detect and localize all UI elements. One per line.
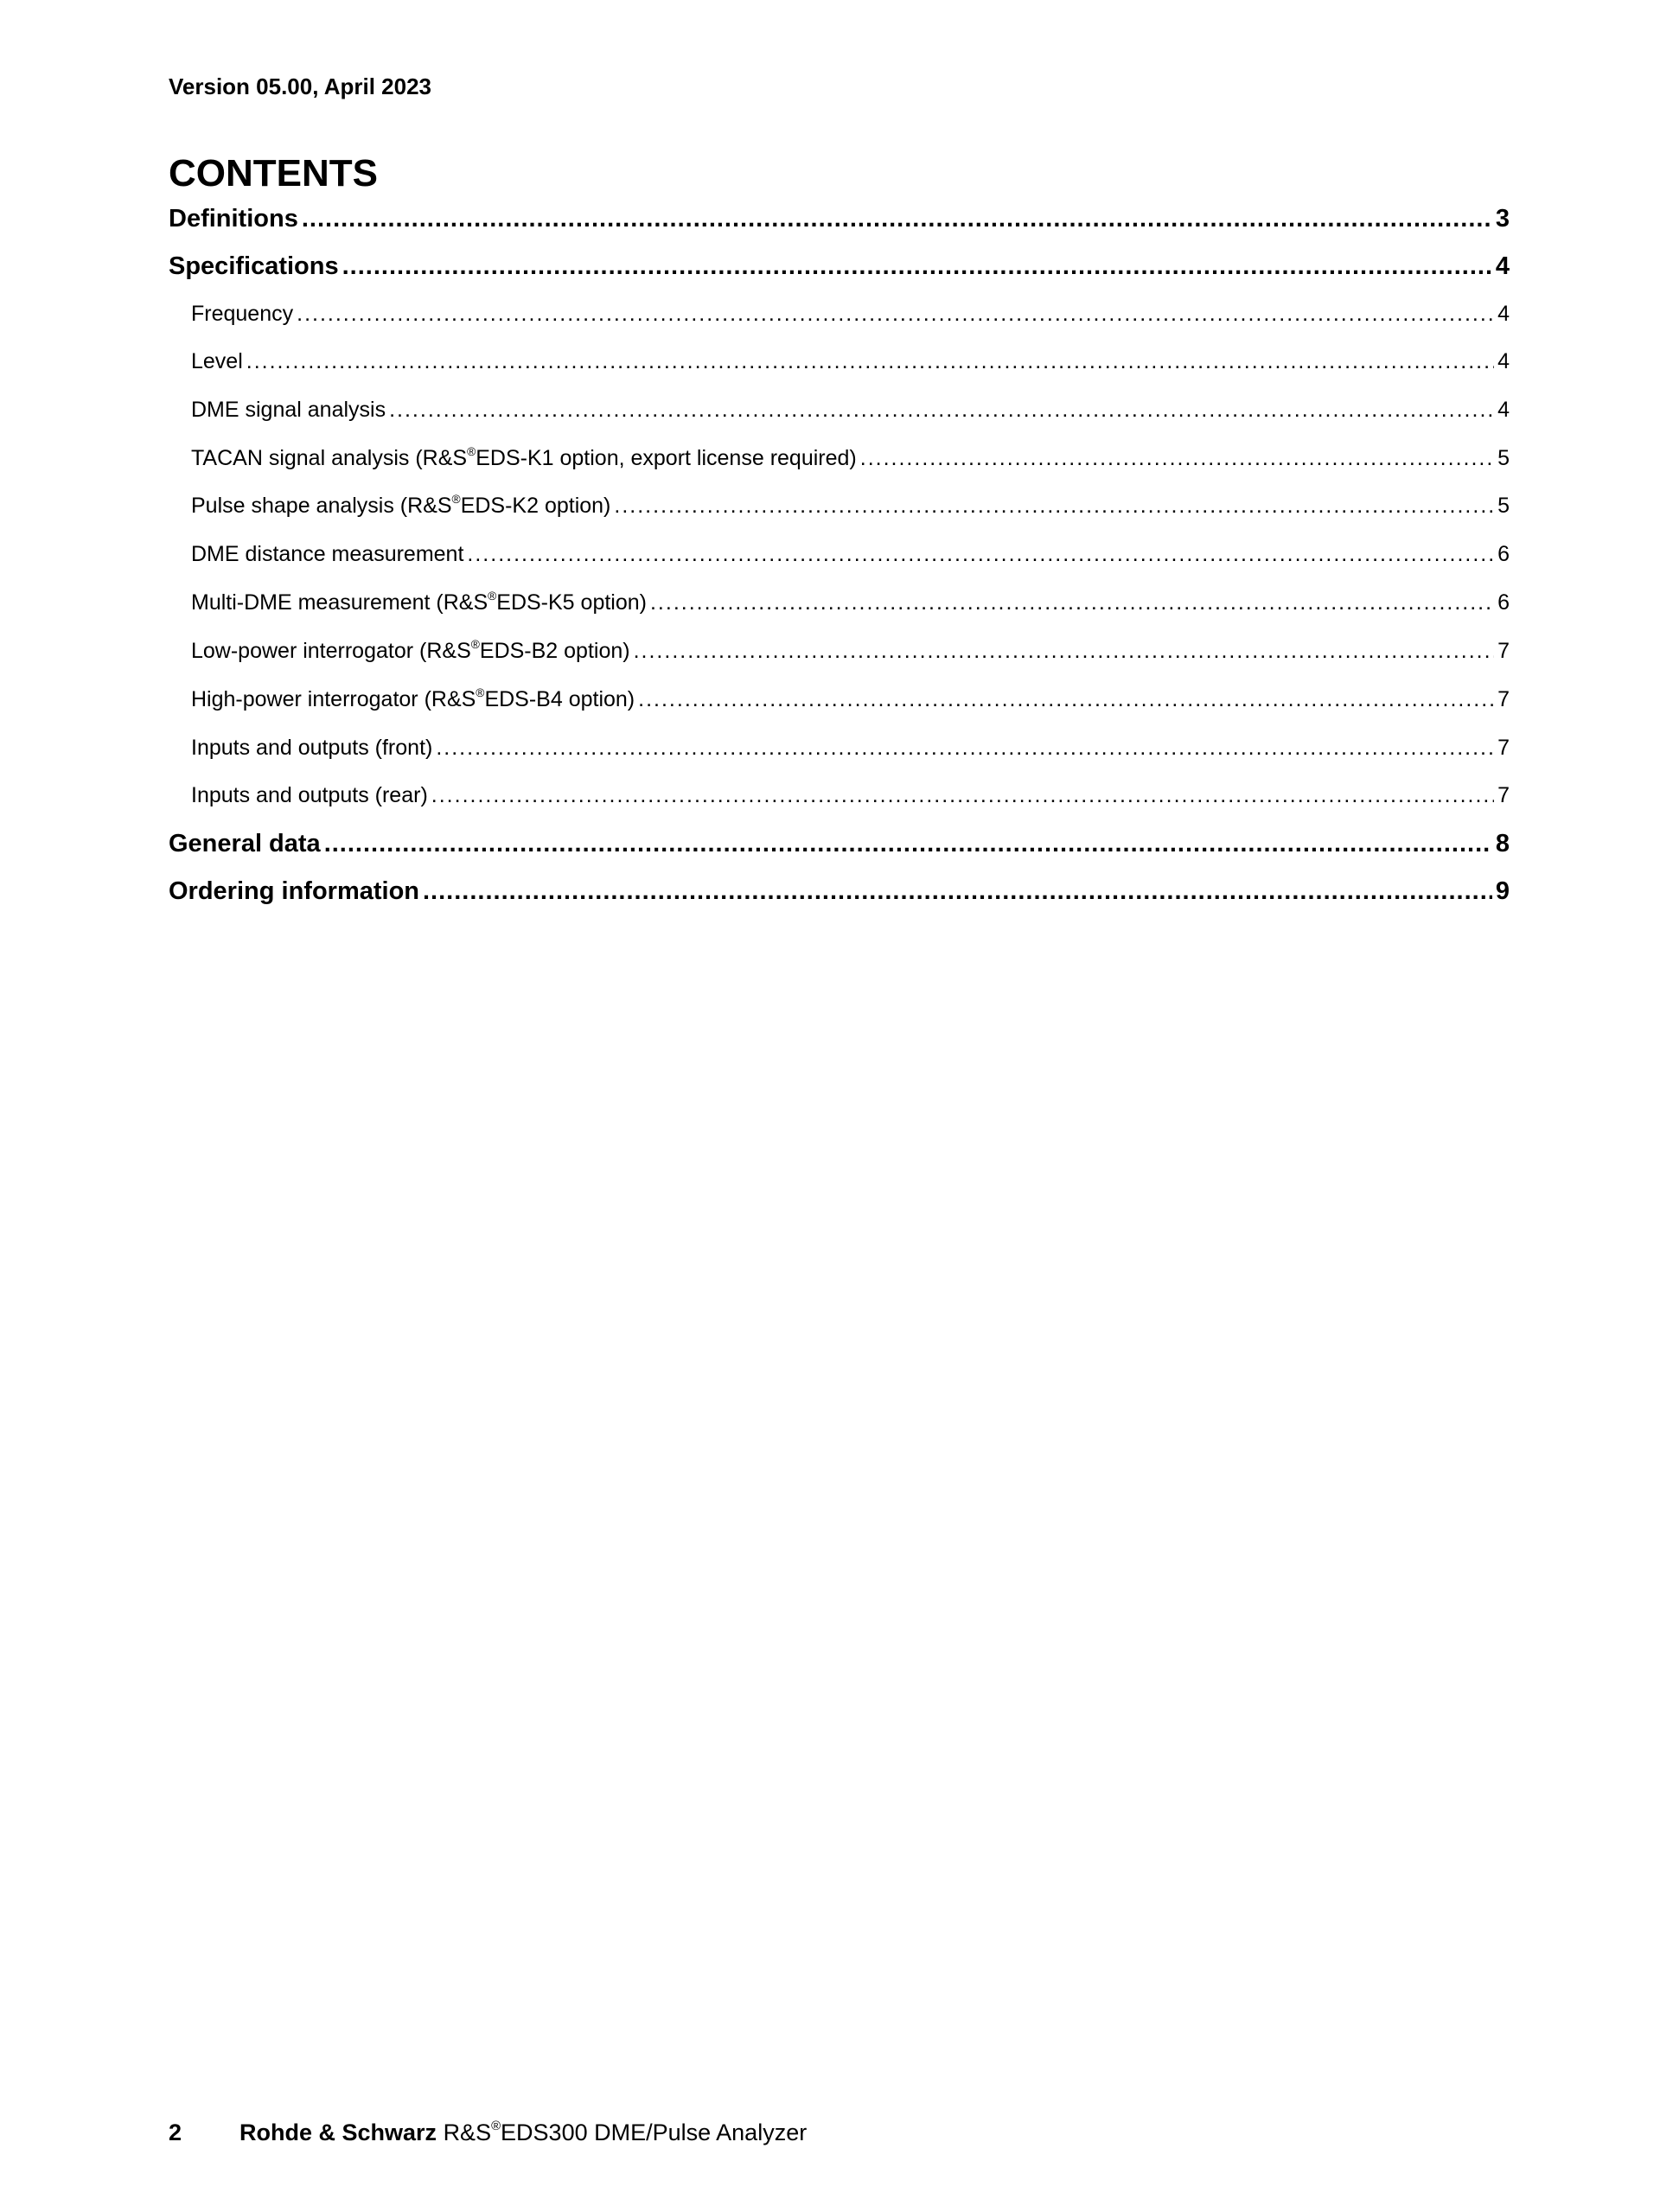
registered-mark: ® bbox=[470, 637, 480, 651]
toc-entry-label: Ordering information bbox=[169, 877, 419, 905]
toc-entry-page: 4 bbox=[1497, 349, 1510, 373]
toc-entry-label: Pulse shape analysis (R&S®EDS-K2 option) bbox=[191, 492, 611, 518]
toc-leader-dots bbox=[302, 201, 1492, 236]
toc-entry-label: TACAN signal analysis (R&S®EDS-K1 option, export license required) bbox=[191, 444, 857, 470]
toc-entry[interactable] bbox=[169, 780, 1510, 811]
toc-entry[interactable] bbox=[169, 635, 1510, 666]
toc-entry[interactable] bbox=[169, 732, 1510, 763]
toc-leader-dots bbox=[389, 394, 1494, 425]
footer-page-number: 2 bbox=[169, 2120, 182, 2145]
toc-leader-dots bbox=[436, 732, 1494, 763]
toc-entry-label: Low-power interrogator (R&S®EDS-B2 option) bbox=[191, 637, 630, 663]
toc-leader-dots bbox=[860, 443, 1494, 474]
toc-entry[interactable] bbox=[169, 249, 1510, 284]
toc-leader-dots bbox=[297, 298, 1494, 329]
toc-entry-page: 5 bbox=[1497, 446, 1510, 470]
toc-entry-label: DME distance measurement bbox=[191, 542, 464, 566]
toc-leader-dots bbox=[324, 826, 1492, 861]
toc-entry-page: 7 bbox=[1497, 687, 1510, 711]
version-info: Version 05.00, April 2023 bbox=[169, 73, 431, 99]
toc-entry-page: 5 bbox=[1497, 494, 1510, 518]
footer-product-name: EDS300 DME/Pulse Analyzer bbox=[501, 2120, 808, 2145]
registered-mark: ® bbox=[491, 2119, 501, 2133]
toc-entry-label: Level bbox=[191, 349, 243, 373]
toc-entry[interactable] bbox=[169, 346, 1510, 377]
toc-entry[interactable] bbox=[169, 490, 1510, 521]
registered-mark: ® bbox=[451, 492, 461, 506]
toc-entry[interactable] bbox=[169, 201, 1510, 236]
registered-mark: ® bbox=[476, 685, 485, 699]
toc-entry-label: High-power interrogator (R&S®EDS-B4 option) bbox=[191, 685, 635, 711]
footer-company: Rohde & Schwarz bbox=[239, 2120, 437, 2145]
toc-leader-dots bbox=[431, 780, 1494, 811]
footer-product-prefix: R&S bbox=[443, 2120, 492, 2145]
toc-entry[interactable] bbox=[169, 826, 1510, 861]
toc-entry-page: 6 bbox=[1497, 590, 1510, 615]
toc-entry[interactable] bbox=[169, 587, 1510, 618]
toc-leader-dots bbox=[423, 874, 1492, 908]
toc-entry-page: 7 bbox=[1497, 639, 1510, 663]
toc-leader-dots bbox=[650, 587, 1494, 618]
toc-entry-page: 8 bbox=[1495, 830, 1510, 857]
toc-entry-page: 4 bbox=[1497, 302, 1510, 326]
toc-entry-page: 4 bbox=[1497, 398, 1510, 422]
toc-entry-label: Specifications bbox=[169, 252, 339, 280]
toc-entry-label: Multi-DME measurement (R&S®EDS-K5 option) bbox=[191, 589, 647, 615]
toc-leader-dots bbox=[614, 490, 1494, 521]
toc-leader-dots bbox=[634, 635, 1495, 666]
toc-entry[interactable] bbox=[169, 874, 1510, 908]
toc-leader-dots bbox=[342, 249, 1492, 284]
toc-leader-dots bbox=[467, 539, 1494, 570]
toc-entry[interactable] bbox=[169, 394, 1510, 425]
toc-entry[interactable] bbox=[169, 443, 1510, 474]
toc-entry-page: 7 bbox=[1497, 783, 1510, 807]
toc-entry-label: Inputs and outputs (front) bbox=[191, 736, 433, 760]
toc-entry-page: 4 bbox=[1495, 252, 1510, 280]
contents-heading: CONTENTS bbox=[169, 152, 378, 194]
toc-entry-label: Definitions bbox=[169, 205, 298, 233]
toc-entry[interactable] bbox=[169, 539, 1510, 570]
footer-product bbox=[444, 2120, 808, 2145]
toc-entry-page: 6 bbox=[1497, 542, 1510, 566]
toc-entry-label: General data bbox=[169, 830, 321, 857]
page-footer bbox=[169, 2118, 807, 2147]
toc-entry-label: Inputs and outputs (rear) bbox=[191, 783, 428, 807]
toc-leader-dots bbox=[638, 684, 1494, 715]
toc-entry-label: DME signal analysis bbox=[191, 398, 386, 422]
toc-entry-page: 9 bbox=[1495, 877, 1510, 905]
toc-leader-dots bbox=[246, 346, 1494, 377]
registered-mark: ® bbox=[467, 444, 476, 458]
toc-entry[interactable] bbox=[169, 298, 1510, 329]
toc-entry[interactable] bbox=[169, 684, 1510, 715]
registered-mark: ® bbox=[488, 589, 497, 602]
toc-entry-label: Frequency bbox=[191, 302, 294, 326]
toc-entry-page: 3 bbox=[1495, 205, 1510, 233]
toc-entry-page: 7 bbox=[1497, 736, 1510, 760]
